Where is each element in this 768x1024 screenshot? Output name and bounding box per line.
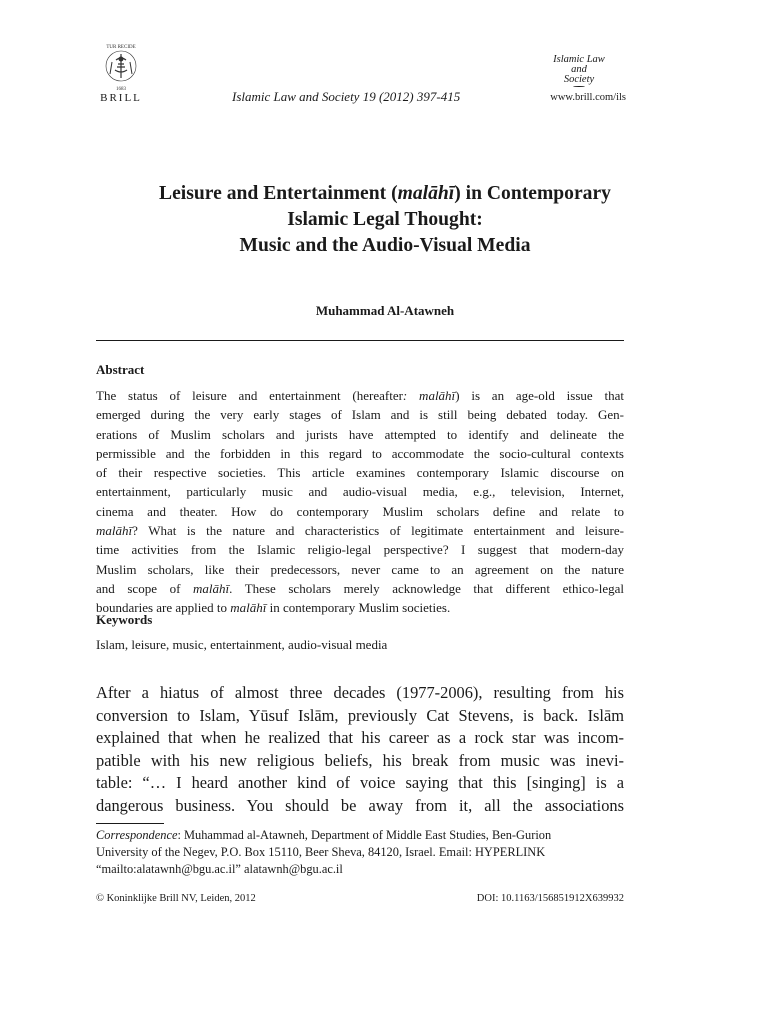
journal-logo-line: and <box>571 64 587 75</box>
title-divider <box>96 340 624 341</box>
journal-url[interactable]: www.brill.com/ils <box>550 92 626 103</box>
keywords-text: Islam, leisure, music, entertainment, audio-visual media <box>96 637 388 652</box>
abstract-line: time activities from the Islamic religio-legal perspective? I suggest that modern-day <box>96 542 624 558</box>
body-line: table: “… I heard another kind of voice saying that this [singing] is a <box>96 773 624 792</box>
abstract-line: malāhī? What is the nature and characteristics of legitimate entertainment and leisure- <box>96 523 624 539</box>
abstract-line: The status of leisure and entertainment (hereafter: malāhī) is an age-old issue that <box>96 388 624 403</box>
swash-decoration <box>573 86 585 88</box>
doi-link[interactable]: DOI: 10.1163/156851912X639932 <box>476 893 624 904</box>
body-line: dangerous business. You should be away from it, all the associations <box>96 795 624 815</box>
title-line-3: Music and the Audio-Visual Media <box>239 235 531 256</box>
body-text <box>96 682 624 817</box>
abstract-line: erations of Muslim scholars and jurists have attempted to identify and delineate the <box>96 426 624 442</box>
abstract-line: of their respective societies. This article examines contemporary Islamic discourse on <box>96 465 624 481</box>
title-line-2: Islamic Legal Thought: <box>287 209 483 230</box>
abstract-line: entertainment, particularly music and audio-visual media, e.g., television, Internet, <box>96 484 624 500</box>
abstract-line: emerged during the very early stages of Islam and is still being debated today. Gen- <box>96 407 624 423</box>
keywords-heading: Keywords <box>96 612 153 627</box>
abstract-line: boundaries are applied to malāhī in contemporary Muslim societies. <box>96 600 451 616</box>
footnote-email[interactable]: “mailto:alatawnh@bgu.ac.il” alatawnh@bgu.ac.il <box>96 862 343 876</box>
svg-text:1683: 1683 <box>116 87 126 92</box>
copyright-notice: © Koninklijke Brill NV, Leiden, 2012 <box>96 893 256 904</box>
publisher-name: BRILL <box>100 92 142 104</box>
svg-text:TUR RECIDE: TUR RECIDE <box>106 45 136 50</box>
footnote-line: University of the Negev, P.O. Box 15110, Beer Sheva, 84120, Israel. Email: HYPERLINK <box>96 845 546 859</box>
abstract-line: cinema and theater. How do contemporary Muslim scholars define and relate to <box>96 503 624 519</box>
body-line: patible with his new religious beliefs, his break from music was inevi- <box>96 750 624 770</box>
author-name: Muhammad Al-Atawneh <box>315 303 455 318</box>
footnote-line: Correspondence: Muhammad al-Atawneh, Department of Middle East Studies, Ben-Gurion <box>96 828 552 842</box>
brill-logo-icon <box>96 40 146 92</box>
abstract-line: Muslim scholars, like their predecessors, never came to an agreement on the nature <box>96 561 624 577</box>
title-line-1: Leisure and Entertainment (malāhī) in Contemporary <box>159 183 611 204</box>
abstract-line: and scope of malāhī. These scholars merely acknowledge that different ethico-legal <box>96 580 624 596</box>
body-line: After a hiatus of almost three decades (1977-2006), resulting from his <box>96 683 624 702</box>
abstract-heading: Abstract <box>96 362 145 377</box>
journal-logo-line: Society <box>563 74 595 85</box>
article-title <box>80 181 690 259</box>
running-head: Islamic Law and Society 19 (2012) 397-415 <box>232 89 461 104</box>
body-line: conversion to Islam, Yūsuf Islām, previously Cat Stevens, is back. Islām <box>96 705 624 725</box>
body-line: explained that when he realized that his career as a rock star was incom- <box>96 728 624 747</box>
abstract-line: permissible and the forbidden in this regard to accommodate the socio-cultural contexts <box>96 445 624 461</box>
footnote-divider <box>96 823 164 824</box>
journal-logo-line: Islamic Law <box>553 54 605 65</box>
journal-logo <box>540 55 618 88</box>
abstract-text <box>96 386 624 618</box>
correspondence-footnote <box>96 827 624 878</box>
footnote-label: Correspondence <box>96 828 178 842</box>
